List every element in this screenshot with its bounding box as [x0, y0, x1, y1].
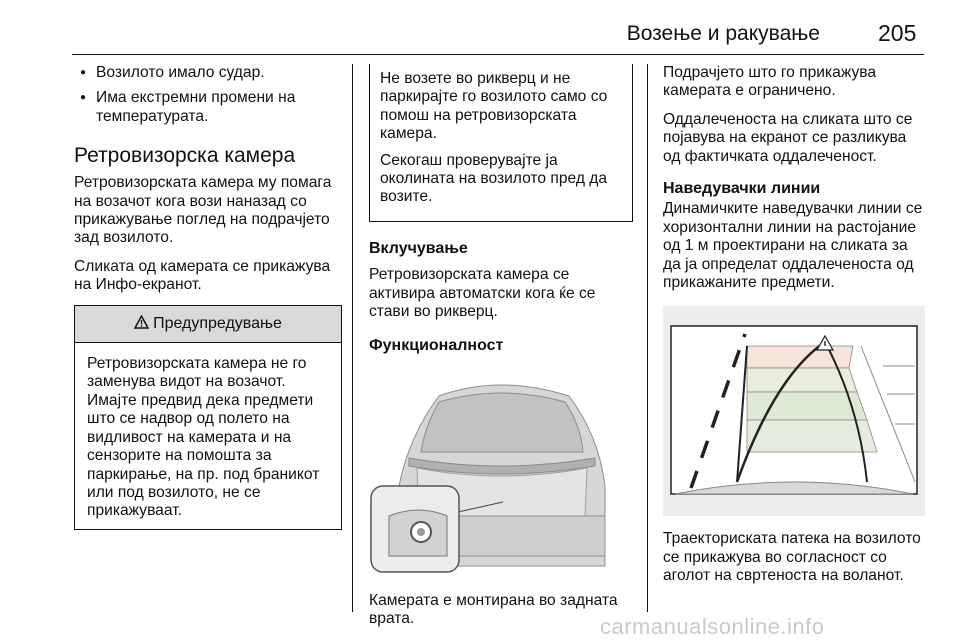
section-title: Ретровизорска камера: [74, 144, 296, 168]
warning-title: Предупредување: [153, 314, 282, 332]
warning-box: [74, 305, 342, 530]
heading: Вклучување: [369, 239, 468, 257]
running-header: Возење и ракување: [626, 22, 820, 45]
column-divider-2: [647, 64, 648, 612]
watermark: carmanualsonline.info: [600, 614, 825, 639]
heading: Функционалност: [369, 337, 504, 355]
warning-text: Ретровизорската камера не го заменува видот на возачот. Имајте предвид дека предмети што се надвор од полето на видливост на камерата и на сензорите на помошта за паркирање, на пр. под браникот или под возилото, не се прикажуваат.: [87, 355, 320, 520]
paragraph: Секогаш проверувајте ја околината на возилото пред да возите.: [380, 151, 608, 206]
paragraph: Динамичките наведувачки линии се хоризонтални линии на растојание од 1 м проектирани на сликата за да ја определат оддалеченоста од прикажаните предмети.: [663, 200, 923, 292]
paragraph: Ретровизорската камера се активира автоматски кога ќе се стави во рикверц.: [369, 266, 596, 321]
column-3: [663, 64, 925, 596]
header-rule: [72, 54, 924, 55]
warning-continuation-box: [369, 64, 633, 222]
figure-caption: Траекториската патека на возилото се прикажува во согласност со аголот на свртеноста на воланот.: [663, 530, 921, 585]
paragraph: Не возете во рикверц и не паркирајте го возилото само со помош на ретровизорската камера.: [380, 70, 608, 143]
guide-lines-figure: [663, 306, 925, 516]
figure-caption: Камерата е монтирана во задната врата.: [369, 591, 618, 628]
paragraph: Сликата од камерата се прикажува на Инфо-екранот.: [74, 257, 331, 294]
heading: Наведувачки линии: [663, 180, 821, 198]
warning-header: [75, 306, 341, 343]
list-item: ● Возилото имало судар.: [74, 64, 342, 82]
paragraph: Ретровизорската камера му помага на возачот кога вози наназад со прикажување поглед на подрачјето зад возилото.: [74, 174, 332, 247]
column-divider-1: [352, 64, 353, 612]
paragraph: Подрачјето што го прикажува камерата е ограничено.: [663, 64, 877, 100]
list-item: ● Има екстремни промени на температурата.: [74, 89, 342, 126]
camera-location-figure: [369, 366, 633, 578]
warning-triangle-icon: [134, 315, 149, 332]
paragraph: Оддалеченоста на сликата што се појавува на екранот се разликува од фактичката оддалеченост.: [663, 110, 913, 165]
bullet-list: [74, 64, 342, 126]
column-2: [369, 64, 633, 639]
column-1: [74, 64, 342, 530]
page-number: 205: [878, 20, 917, 46]
